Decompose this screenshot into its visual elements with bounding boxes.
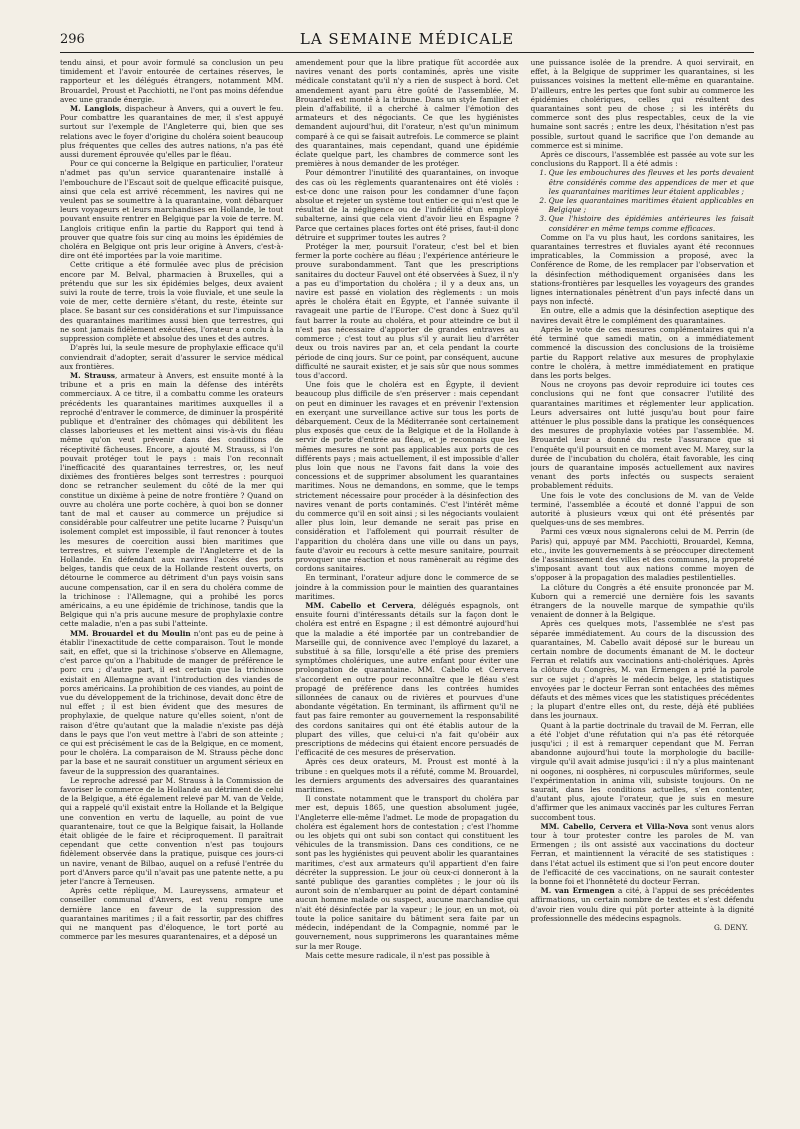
speaker-name: M. Langlois	[70, 104, 120, 114]
speaker-name: M. van Ermengen	[540, 886, 615, 896]
paragraph	[531, 886, 754, 923]
paragraph	[295, 573, 518, 601]
paragraph	[531, 306, 754, 324]
header-rule	[60, 52, 754, 53]
paragraph-text: Quant à la partie doctrinale du travail de M. Ferran, elle a été l'objet d'une réfutation qui n'a pas été rétorquée jusqu'ici ; il est à remarquer cependant que M. Ferran abandonne aujourd'hui toute la morphologie du bacille-virgule qu'il avait admise jusqu'ici : il n'y a plus maintenant ni oogones, ni oosphères, ni corpuscules mûriformes, seule l'expérimentation in anima vili, subsiste toujours. On ne saurait, dans les conditions actuelles, s'en contenter, d'autant plus, ajoute l'orateur, que je suis en mesure d'affirmer que les animaux vaccinés par les cultures Ferran succombent tous.	[530, 720, 754, 822]
paragraph	[531, 58, 754, 150]
paragraph-text: En outre, elle a admis que la désinfection aseptique des navires devait être le complément des quarantaines.	[530, 306, 754, 325]
speaker-name: MM. Cabello et Cervera	[305, 600, 414, 610]
paragraph-text: tendu ainsi, et pour avoir formulé sa conclusion un peu timidement et l'avoir entourée de certaines réserves, le rapporteur et les délégués étrangers, notamment MM. Brouardel, Proust et Pacchiotti, ne l'ont pas moins défendue avec une grande énergie.	[60, 58, 284, 104]
paragraph	[60, 260, 283, 343]
paragraph	[531, 150, 754, 168]
column-left	[60, 58, 283, 1110]
paragraph-text: Parmi ces vœux nous signalerons celui de M. Perrin (de Paris) qui, appuyé par MM. Pacchiotti, Brouardel, Kemna, etc., invite les gouvernements à se préoccuper directement de l'assainissement des villes et des communes, la propreté s'imposant avant tout aux nations comme moyen de s'opposer à la propagation des maladies pestilentielles.	[530, 527, 754, 583]
page-header	[60, 30, 754, 52]
paragraph	[531, 233, 754, 307]
paragraph	[295, 794, 518, 950]
paragraph-text: a cité, à l'appui de ses précédentes affirmations, un certain nombre de textes et s'est défendu d'avoir rien voulu dire qui pût porter atteinte à la dignité professionnelle des médecins espagnols.	[530, 886, 754, 923]
paragraph	[295, 58, 518, 168]
paragraph-text: Pour démontrer l'inutilité des quarantaines, on invoque des cas où les règlements quarantenaires ont été violés : est-ce donc une raison pour les condamner d'une façon absolue et rejeter un système tout entier ce qui n'est que le résultat de la négligence ou de l'infidélité d'un employé subalterne, ainsi que cela vient d'avoir lieu en Espagne ? Parce que certaines places fortes ont été prises, faut-il donc détruire et supprimer toutes les autres ?	[295, 168, 519, 242]
paragraph-text: sont venus alors tour à tour protester contre les paroles de M. van Ermengen ; ils ont assisté aux vaccinations du docteur Ferran, et maintiennent la véracité de ses statistiques : dans l'état actuel ils estiment que si l'on peut encore douter de l'efficacité de ces vaccinations, on ne saurait contester la bonne foi et l'honnêteté du docteur Ferran.	[530, 821, 754, 887]
speaker-name: MM. Cabello, Cervera et Villa-Nova	[540, 821, 689, 831]
paragraph	[531, 583, 754, 620]
paragraph-text: Une fois que le choléra est en Égypte, il devient beaucoup plus difficile de s'en préserver : mais cependant on peut en diminuer les ravages et en prévenir l'extension en exerçant une surveillance active sur tous les ports de débarquement. Ceux de la Méditerranée sont certainement plus exposés que ceux de la Belgique et de la Hollande à servir de porte d'entrée au fléau, et je reconnais que les mêmes mesures ne sont pas applicables aux ports de ces différents pays ; mais actuellement, il est impossible d'aller plus loin que nous ne l'avons fait dans la voie des concessions et de supprimer absolument les quarantaines maritimes. Nous ne demandons, en somme, que le temps strictement nécessaire pour procéder à la désinfection des navires venant de ports contaminés. C'est l'intérêt même du commerce qu'il en soit ainsi ; si les négociants voulaient aller plus loin, leur demande ne serait pas prise en considération et l'affolement qui pourrait résulter de l'apparition du choléra dans une ville ou dans un pays, faute d'avoir eu recours à cette mesure sanitaire, pourrait provoquer une réaction et nous ramènerait au régime des cordons sanitaires.	[295, 380, 519, 574]
conclusion-item: 3. Que l'histoire des épidémies antérieures les faisait considérer en même temps comme efficaces.	[549, 214, 754, 232]
paragraph	[60, 58, 283, 104]
column-middle	[295, 58, 518, 1110]
speaker-name: M. Strauss	[70, 370, 115, 380]
paragraph-text: une puissance isolée de la prendre. A quoi servirait, en effet, à la Belgique de supprimer les quarantaines, si les puissances voisines la mettent elle-même en quarantaine. D'ailleurs, entre les pertes que font subir au commerce les épidémies cholériques, celles qui résultent des quarantaines sont peu de chose ; si les intérêts du commerce sont des plus respectables, ceux de la vie humaine sont sacrés ; entre les deux, l'hésitation n'est pas possible, surtout quand le sacrifice que l'on demande au commerce est si minime.	[530, 58, 754, 150]
paragraph	[531, 721, 754, 822]
paragraph-text: Une fois le vote des conclusions de M. van de Velde terminé, l'assemblée a écouté et donné l'appui de son autorité à plusieurs vœux qui ont été présentés par quelques-uns de ses membres.	[530, 490, 754, 528]
paragraph	[295, 601, 518, 757]
paragraph	[295, 757, 518, 794]
paragraph-text: , délégués espagnols, ont ensuite fourni d'intéressants détails sur la façon dont le choléra est entré en Espagne ; il est démontré aujourd'hui que la maladie a été importée par un contrebandier de Marseille qui, de connivence avec l'employé du lazaret, a substitué à sa fille, lorsqu'elle a été prise des premiers symptômes cholériques, une autre enfant pour éviter une prolongation de quarantaine. MM. Cabello et Cervera s'accordent en outre pour reconnaître que le fléau s'est propagé de préférence dans les contrées humides sillonnées de canaux ou de rivières et pourvues d'une abondante végétation. En terminant, ils affirment qu'il ne faut pas faire remonter au gouvernement la responsabilité des cordons sanitaires qui ont été établis autour de la plupart des villes, que celui-ci n'a fait qu'obéir aux prescriptions de médecins qui étaient encore persuadés de l'efficacité de ces mesures de préservation.	[295, 600, 519, 758]
paragraph-text: Après ces quelques mots, l'assemblée ne s'est pas séparée immédiatement. Au cours de la discussion des quarantaines, M. Cabello avait déposé sur le bureau un certain nombre de documents émanant de M. le docteur Ferran et relatifs aux vaccinations anti-cholériques. Après la clôture du Congrès, M. van Ermengen a prié la parole sur ce sujet ; d'après le médecin belge, les statistiques envoyées par le docteur Ferran sont entachées des mêmes défauts et des mêmes vices que les statistiques précédentes ; la plupart d'entre elles ont, du reste, déjà été publiées dans les journaux.	[530, 619, 754, 721]
speaker-name: MM. Brouardel et du Moulin	[70, 628, 191, 638]
paragraph	[60, 159, 283, 260]
paragraph	[60, 104, 283, 159]
page-number: 296	[60, 32, 85, 47]
paragraph-text: Pour ce qui concerne la Belgique en particulier, l'orateur n'admet pas qu'un service quarantenaire installé à l'embouchure de l'Escaut soit de quelque efficacité puisque, ainsi que cela est arrivé récemment, les navires qui ne veulent pas se soumettre à la quarantaine, vont débarquer leurs voyageurs et leurs marchandises en Hollande, le tout pouvant ensuite rentrer en Belgique par la voie de terre. M. Langlois critique enfin la partie du Rapport qui tend à prouver que quatre fois sur cinq au moins les épidémies de choléra en Belgique ont pris leur origine à Anvers, c'est-à-dire ont été importées par la voie maritime.	[60, 159, 284, 261]
paragraph	[295, 242, 518, 380]
paragraph-text: Il constate notamment que le transport du choléra par mer est, depuis 1865, une question absolument jugée, l'Angleterre elle-même l'admet. Le mode de propagation du choléra est également hors de contestation ; c'est l'homme ou les objets qui ont subi son contact qui constituent les véhicules de la transmission. Dans ces conditions, ce ne sont pas les hygiénistes qui peuvent abolir les quarantaines maritimes, c'est aux armateurs qu'il appartient d'en faire décréter la suppression. Le jour où ceux-ci donneront à la santé publique des garanties complètes ; le jour où ils auront soin de n'embarquer au point de départ contaminé aucun homme malade ou suspect, aucune marchandise qui n'ait été désinfectée par la vapeur ; le jour, en un mot, où toute la police sanitaire du bâtiment sera faite par un médecin, indépendant de la Compagnie, nommé par le gouvernement, nous supprimerons les quarantaines même sur la mer Rouge.	[295, 794, 519, 951]
paragraph-text: Cette critique a été formulée avec plus de précision encore par M. Belval, pharmacien à Bruxelles, qui a prétendu que sur les six épidémies belges, deux avaient suivi la route de terre, trois la voie fluviale, et une seule la voie de mer, cette dernière s'étant, du reste, éteinte sur place. Se basant sur ces considérations et sur l'impuissance des quarantaines maritimes aussi bien que terrestres, qui ne sont jamais fidèlement exécutées, l'orateur a conclu à la suppression complète et absolue des unes et des autres.	[60, 260, 284, 344]
paragraph	[60, 343, 283, 371]
conclusions-list	[531, 168, 754, 232]
paragraph	[531, 619, 754, 720]
paragraph	[60, 371, 283, 629]
paragraph	[60, 629, 283, 776]
paragraph	[531, 380, 754, 490]
conclusion-item: 2. Que les quarantaines maritimes étaient applicables en Belgique ;	[549, 196, 754, 214]
paragraph-text: Nous ne croyons pas devoir reproduire ici toutes ces conclusions qui ne font que consacrer l'utilité des quarantaines maritimes et réglementer leur application. Leurs adversaires ont lutté jusqu'au bout pour faire atténuer le plus possible dans la pratique les conséquences des mesures de prophylaxie votées par l'assemblée. M. Brouardel leur a donné du reste l'assurance que si l'enquête qu'il poursuit en ce moment avec M. Marey, sur la durée de l'incubation du choléra, était favorable, les cinq jours de quarantaine imposés actuellement aux navires venant des ports infectés ou suspects seraient probablement réduits.	[530, 380, 754, 491]
paragraph-text: Après ces deux orateurs, M. Proust est monté à la tribune : en quelques mots il a réfuté, comme M. Brouardel, les derniers arguments des adversaires des quarantaines maritimes.	[295, 757, 519, 795]
column-right	[531, 58, 754, 1110]
paragraph-text: Protéger la mer, poursuit l'orateur, c'est bel et bien fermer la porte cochère au fléau ; l'expérience antérieure le prouve surabondamment. Tant que les prescriptions sanitaires du docteur Fauvel ont été observées à Suez, il n'y a pas eu d'importation du choléra ; il y a deux ans, un navire est passé en violation des règlements : un mois après le choléra était en Égypte, et l'année suivante il ravageait une partie de l'Europe. C'est donc à Suez qu'il faut barrer la route au choléra, et pour atteindre ce but il n'est pas nécessaire d'apporter de grandes entraves au commerce ; c'est tout au plus s'il y aurait lieu d'arrêter deux ou trois navires par an, et cela pendant la courte période de cinq jours. Sur ce point, par conséquent, aucune difficulté ne saurait exister, et je sais sûr que nous sommes tous d'accord.	[295, 242, 519, 380]
paragraph-text: Comme on l'a vu plus haut, les cordons sanitaires, les quarantaines terrestres et fluviales ayant été reconnues impraticables, la Commission a proposé, avec la Conférence de Rome, de les remplacer par l'observation et la désinfection méthodiquement organisées dans les stations-frontières par lesquelles les voyageurs des grandes lignes internationales pénètrent d'un pays infecté dans un pays non infecté.	[530, 232, 754, 307]
paragraph	[295, 168, 518, 242]
paragraph	[531, 822, 754, 886]
paragraph-text: La clôture du Congrès a été ensuite prononcée par M. Kuborn qui a remercié une dernière fois les savants étrangers de la nouvelle marque de sympathie qu'ils venaient de donner à la Belgique.	[530, 582, 754, 620]
article-columns	[60, 58, 754, 1110]
paragraph-text: Après le vote de ces mesures complémentaires qui n'a été terminé que samedi matin, on a immédiatement commencé la discussion des conclusions de la troisième partie du Rapport relative aux mesures de prophylaxie contre le choléra, à mettre immédiatement en pratique dans les ports belges.	[530, 324, 754, 380]
paragraph	[295, 380, 518, 573]
paragraph	[531, 325, 754, 380]
paragraph-text: , armateur à Anvers, est ensuite monté à la tribune et a pris en main la défense des intérêts commerciaux. A ce titre, il a combattu comme les orateurs précédents les quarantaines maritimes auxquelles il a reproché d'entraver le commerce, de diminuer la prospérité publique et d'entraîner des chômages qui débilitent les classes laborieuses et les mettent ainsi vis-à-vis du fléau même qu'on veut prévenir dans des conditions de réceptivité fâcheuses. Encore, a ajouté M. Strauss, si l'on pouvait protéger tout le pays : mais l'on reconnaît l'inefficacité des quarantaines terrestres, or, les neuf dixièmes des frontières belges sont terrestres : pourquoi donc se retrancher seulement du côté de la mer qui constitue un dixième à peine de notre frontière ? Quand on ouvre au choléra une porte cochère, à quoi bon se donner tant de mal et causer au commerce un préjudice si considérable pour calfeutrer une petite lucarne ? Puisqu'un isolement complet est impossible, il faut renoncer à toutes les mesures de coercition aussi bien maritimes que terrestres, et suivre l'exemple de l'Angleterre et de la Hollande. En défendant aux navires l'accès des ports belges, tandis que ceux de la Hollande restent ouverts, on détourne le commerce au détriment d'un pays voisin sans aucune compensation, car il en sera du choléra comme de la trichinose : l'Allemagne, qui a prohibé les porcs américains, a eu une épidémie de trichinose, tandis que la Belgique qui n'a pris aucune mesure de prophylaxie contre cette maladie, n'en a pas subi l'atteinte.	[60, 370, 284, 629]
paragraph-text: amendement pour que la libre pratique fût accordée aux navires venant des ports contaminés, après une visite médicale constatant qu'il n'y a rien de suspect à bord. Cet amendement ayant paru être goûté de l'assemblée, M. Brouardel est monté à la tribune. Dans un style familier et plein d'affabilité, il a cherché à calmer l'émotion des armateurs et des négociants. Ce que les hygiénistes demandent aujourd'hui, dit l'orateur, n'est qu'un minimum comparé à ce qui se faisait autrefois. Le commerce se plaint des quarantaines, mais cependant, quand une épidémie éclate quelque part, les chambres de commerce sont les premières à nous demander de les protéger.	[295, 58, 519, 169]
journal-title: LA SEMAINE MÉDICALE	[299, 30, 515, 48]
paragraph-text: , dispacheur à Anvers, qui a ouvert le feu. Pour combattre les quarantaines de mer, il s'est appuyé surtout sur l'exemple de l'Angleterre qui, bien que ses relations avec le foyer d'origine du choléra soient beaucoup plus fréquentes que celles des autres nations, n'a pas été aussi durement éprouvée qu'elles par le fléau.	[60, 104, 284, 160]
conclusion-item: 1. Que les embouchures des fleuves et les ports devaient être considérés comme des appendices de mer et que les quarantaines maritimes leur étaient applicables ;	[549, 168, 754, 196]
paragraph-text: Mais cette mesure radicale, il n'est pas possible à	[305, 950, 490, 960]
paragraph	[295, 951, 518, 960]
paragraph-text: D'après lui, la seule mesure de prophylaxie efficace qu'il conviendrait d'adopter, serait d'assurer le service médical aux frontières.	[60, 343, 284, 371]
paragraph	[60, 776, 283, 886]
paragraph-text: Après cette réplique, M. Laureyssens, armateur et conseiller communal d'Anvers, est venu rompre une dernière lance en faveur de la suppression des quarantaines maritimes ; il a fait ressortir, par des chiffres qui ne manquent pas d'éloquence, le tort porté au commerce par les mesures quarantenaires, et a déposé un	[60, 886, 284, 942]
paragraph-text: En terminant, l'orateur adjure donc le commerce de se joindre à la commission pour le maintien des quarantaines maritimes.	[295, 573, 519, 601]
paragraph-text: Le reproche adressé par M. Strauss à la Commission de favoriser le commerce de la Hollande au détriment de celui de la Belgique, a été également relevé par M. van de Velde, qui a rappelé qu'il existait entre la Hollande et la Belgique une convention en vertu de laquelle, au point de vue quarantenaire, tout ce que la Belgique faisait, la Hollande était obligée de le faire et réciproquement. Il paraîtrait cependant que cette convention n'est pas toujours fidèlement observée dans la pratique, puisque ces jours-ci un navire, venant de Bilbao, auquel on a refusé l'entrée du port d'Anvers parce qu'il n'avait pas une patente nette, a pu jeter l'ancre à Terneusen.	[60, 775, 284, 887]
author-signature: G. DENY.	[714, 923, 748, 933]
paragraph-text: n'ont pas eu de peine à établir l'inexactitude de cette comparaison. Tout le monde sait, en effet, que si la trichinose s'observe en Allemagne, c'est parce qu'on a l'habitude de manger de préférence le porc cru ; d'autre part, il est certain que la trichinose existait en Allemagne avant l'introduction des viandes de porcs américains. La prohibition de ces viandes, au point de vue du développement de la trichinose, devait donc être de nul effet ; il est bien évident que des mesures de prophylaxie, de quelque nature qu'elles soient, n'ont de raison d'être qu'autant que la maladie n'existe pas déjà dans le pays que l'on veut mettre à l'abri de son atteinte ; ce qui est précisément le cas de la Belgique, en ce moment, pour le choléra. La comparaison de M. Strauss pèche donc par la base et ne saurait constituer un argument sérieux en faveur de la suppression des quarantaines.	[60, 628, 284, 776]
paragraph	[531, 527, 754, 582]
paragraph-text: Après ce discours, l'assemblée est passée au vote sur les conclusions du Rapport. Il a été admis :	[530, 150, 754, 169]
paragraph	[60, 886, 283, 941]
paragraph	[531, 491, 754, 528]
